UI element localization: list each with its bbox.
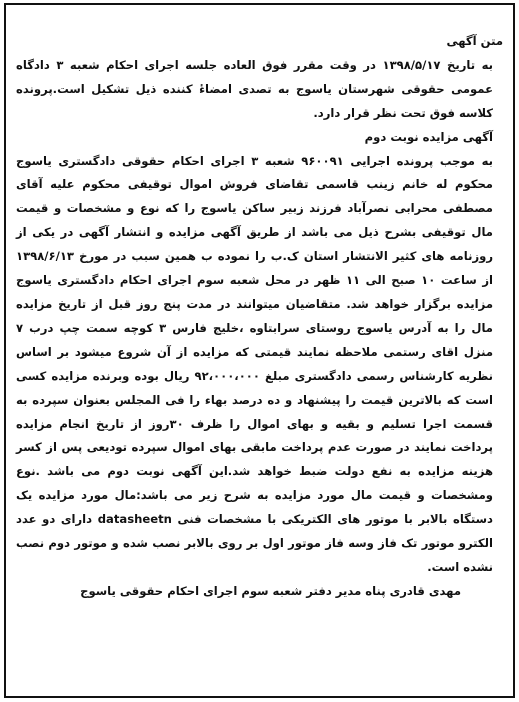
signature-line: مهدی قادری پناه مدیر دفتر شعبه سوم اجرای احکام حقوقی یاسوج bbox=[80, 583, 461, 598]
notice-content bbox=[16, 30, 503, 694]
auction-body: به موجب پرونده اجرایی ۹۶۰۰۹۱ شعبه ۳ اجرای احکام حقوقی دادگستری یاسوج محکوم له خانم زینب قاسمی تقاضای فروش اموال توقیفی محکوم علیه آقای مصطفی محرابی نصرآباد فرزند زبیر ساکن یاسوج را که نوع و مشخصات و قیمت مال توقیفی بشرح ذیل می باشد از طریق آگهی مزایده و انتشار آگهی در یکی از روزنامه های کثیر الانتشار استان ک.ب را نموده ب همین سبب در مورخ ۱۳۹۸/۶/۱۳ از ساعت ۱۰ صبح الی ۱۱ ظهر در محل شعبه سوم اجرای احکام دادگستری یاسوج مزایده برگزار خواهد شد. متقاضیان میتوانند در مدت پنج روز قبل از تاریخ مزایده مال را به آدرس یاسوج روستای سرابتاوه ،خلیج فارس ۳ کوچه سمت چپ درب ۷ منزل اقای رستمی ملاحظه نمایند قیمتی که مزایده از آن شروع میشود بر اساس نظریه کارشناس رسمی دادگستری مبلغ ۹۲،۰۰۰،۰۰۰ ریال بوده وبرنده مزایده کسی است که بالاترین قیمت را پیشنهاد و ده درصد بهاء را فی المجلس بعنوان سپرده به قسمت اجرا تسلیم و بقیه و بهای اموال را ظرف ۳۰روز از تاریخ انجام مزایده پرداخت نمایند در صورت عدم پرداخت مابقی بهای اموال سپرده تودیعی پس از کسر هزینه مزایده به نفع دولت ضبط خواهد شد.این آگهی نوبت دوم می باشد .نوع ومشخصات و قیمت مال مورد مزایده به شرح زیر می باشد:مال مورد مزایده یک دستگاه بالابر با موتور های الکتریکی با مشخصات فنی datasheetn دارای دو عدد الکترو موتور تک فاز وسه فاز موتور اول بر روی بالابر نصب شده و موتور دوم نصب نشده است. bbox=[16, 153, 493, 574]
notice-title: متن آگهی bbox=[446, 34, 503, 48]
auction-subtitle: آگهی مزایده نوبت دوم bbox=[364, 129, 493, 144]
notice-intro: به تاریخ ۱۳۹۸/۵/۱۷ در وقت مقرر فوق العاده جلسه اجرای احکام شعبه ۳ دادگاه عمومی حقوقی شهرستان یاسوج به تصدی امضاءٔ کننده ذیل تشکیل است.پرونده کلاسه فوق تحت نظر قرار دارد. bbox=[16, 57, 493, 120]
